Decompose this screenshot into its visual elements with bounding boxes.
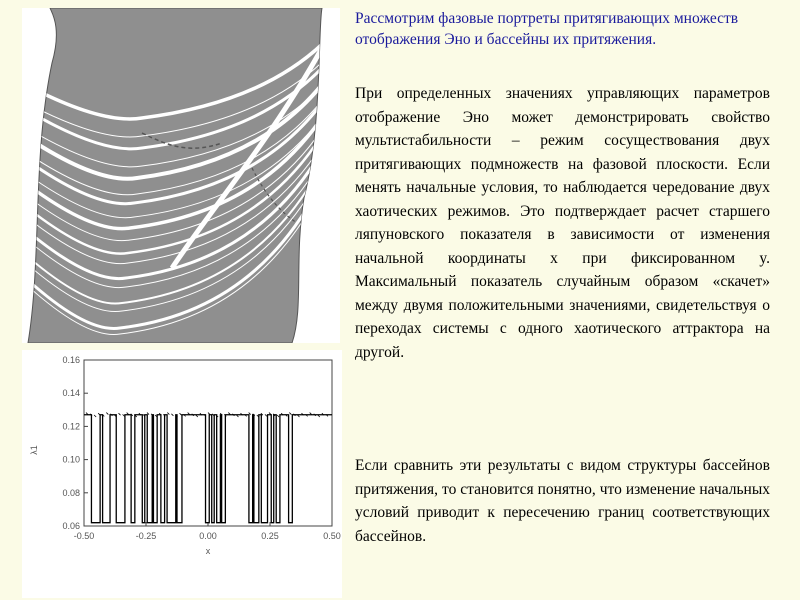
x-tick-label: 0.50 bbox=[323, 531, 341, 541]
x-tick-label: 0.00 bbox=[199, 531, 217, 541]
x-axis-label: x bbox=[205, 546, 211, 556]
y-tick-label: 0.14 bbox=[62, 388, 80, 399]
lyapunov-exponent-chart bbox=[22, 350, 342, 598]
x-tick-label: -0.25 bbox=[135, 531, 157, 541]
y-tick-label: 0.08 bbox=[62, 487, 80, 498]
paragraph-conclusion: Если сравнить эти результаты с видом структуры бассейнов притяжения, то становится понятно, что изменение начальных условий приводит к пересечению границ соответствующих бассейнов. bbox=[355, 457, 770, 545]
paragraph-multistability: При определенных значениях управляющих параметров отображение Эно может демонстрировать свойство мультистабильности – режим сосуществования двух притягивающих подмножеств на фазовой плоскости. Если менять начальные условия, то наблюдается чередование двух хаотических режимов. Это подтверждает расчет старшего ляпуновского показателя в зависимости от изменения начальной координаты x при фиксированном y. Максимальный показатель случайным образом «скачет» между двумя положительными значениями, свидетельствуя о переходах системы с одного хаотического аттрактора на другой. bbox=[355, 85, 770, 361]
y-tick-label: 0.16 bbox=[62, 355, 80, 365]
slide-title: Рассмотрим фазовые портреты притягивающих множеств отображения Эно и бассейны их притяжения. bbox=[355, 10, 739, 48]
basin-of-attraction-figure bbox=[22, 8, 340, 343]
y-tick-label: 0.10 bbox=[62, 454, 80, 465]
y-tick-label: 0.12 bbox=[62, 421, 80, 432]
x-tick-label: 0.25 bbox=[261, 531, 279, 541]
x-tick-label: -0.50 bbox=[73, 531, 95, 541]
y-tick-label: 0.06 bbox=[62, 521, 80, 531]
y-axis-label: λ1 bbox=[29, 445, 39, 455]
